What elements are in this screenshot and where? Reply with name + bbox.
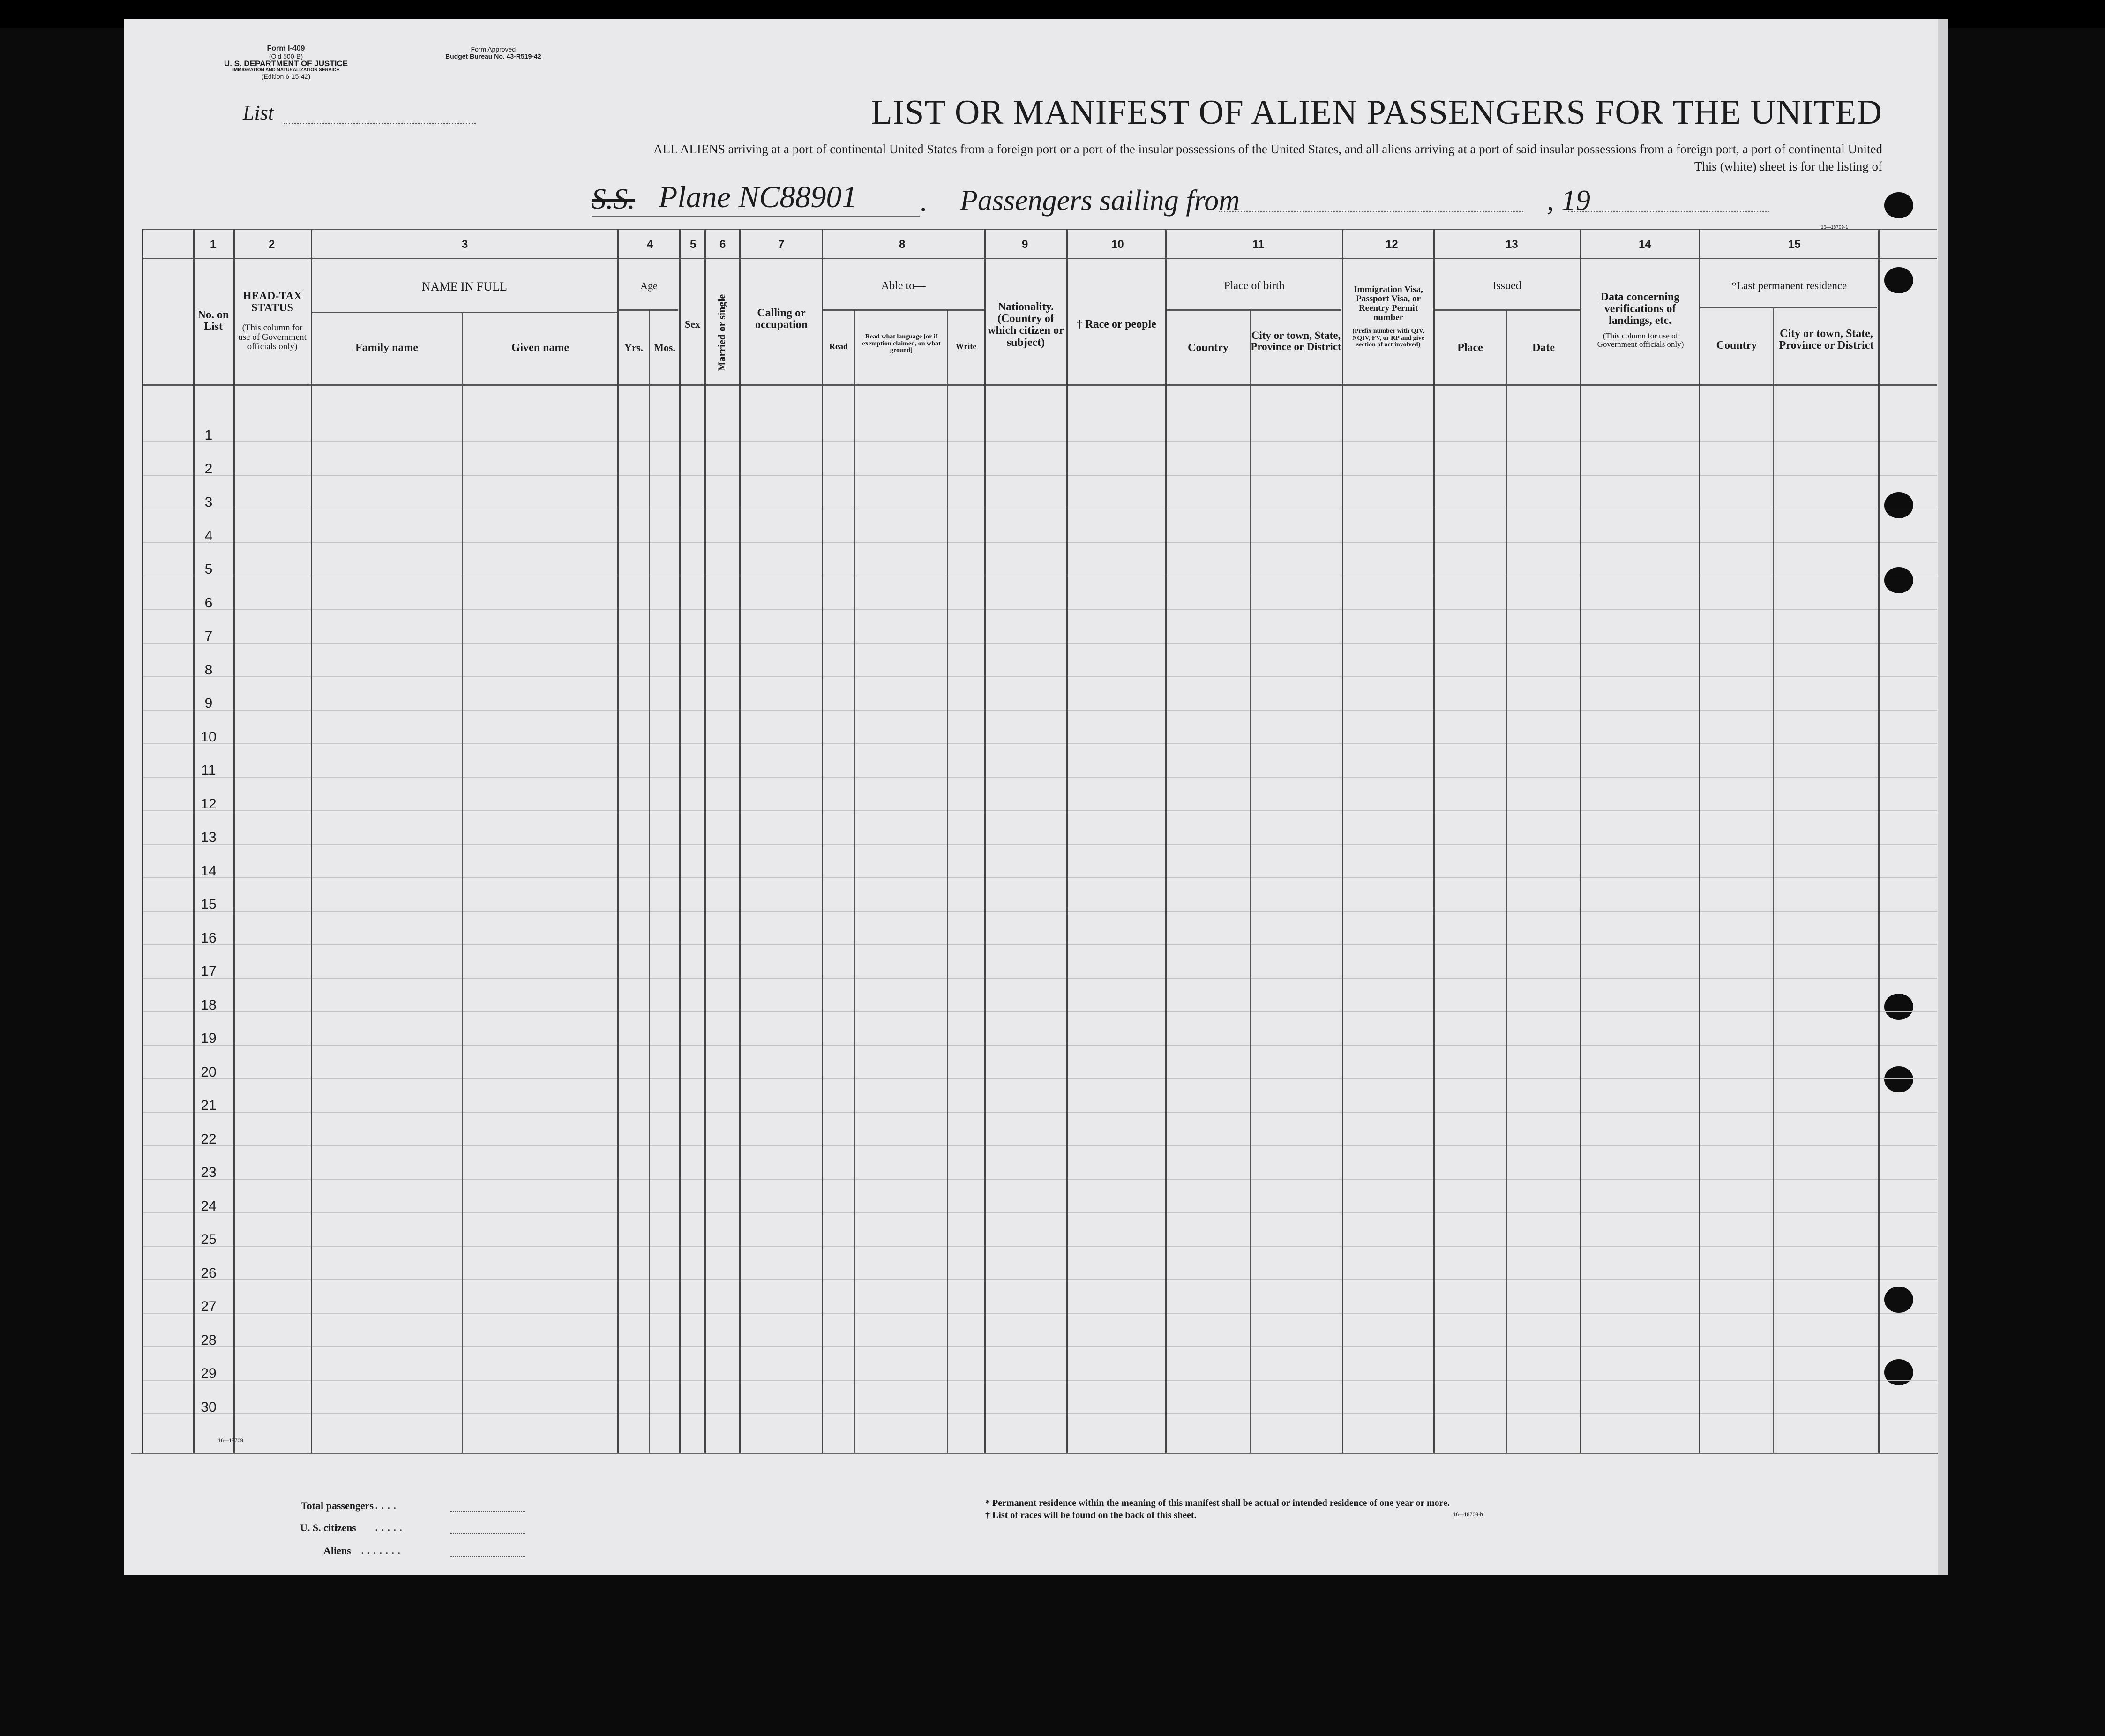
header-issued: Issued <box>1492 280 1521 292</box>
year-prefix: , 19 <box>1547 185 1590 217</box>
header-residence-country: Country <box>1716 339 1757 352</box>
row-number: 25 <box>201 1232 217 1247</box>
form-code-footnote: 16—18709-b <box>1453 1512 1483 1518</box>
row-rule <box>142 810 1937 811</box>
punch-hole <box>1884 1287 1913 1313</box>
column-divider <box>1165 229 1167 1453</box>
column-divider <box>1878 229 1880 1453</box>
punch-hole <box>1884 994 1913 1020</box>
column-divider <box>1580 229 1581 1453</box>
subheader-rule <box>312 312 617 313</box>
column-divider <box>1250 309 1251 1453</box>
approval-line: Form Approved <box>471 45 516 53</box>
row-rule <box>142 441 1937 442</box>
punch-hole <box>1884 192 1913 218</box>
column-number: 3 <box>462 238 468 251</box>
header-head-tax-note: (This column for use of Government officials only) <box>238 323 307 352</box>
column-number: 6 <box>719 238 726 251</box>
total-passengers-field[interactable] <box>450 1511 525 1512</box>
subheader-rule <box>617 309 678 311</box>
row-rule <box>142 944 1937 945</box>
vessel-line <box>592 216 920 217</box>
column-divider <box>649 309 650 1453</box>
row-rule <box>142 1346 1937 1347</box>
column-divider <box>984 229 986 1453</box>
sheet-binding-edge <box>1938 19 1948 1575</box>
subheader-rule <box>823 309 984 311</box>
table-bottom-rule <box>131 1453 1938 1454</box>
budget-bureau-number: Budget Bureau No. 43-R519-42 <box>445 52 541 60</box>
row-number: 15 <box>201 897 217 912</box>
header-head-tax-status: HEAD-TAX STATUS <box>242 290 302 314</box>
subheader-rule <box>1699 307 1877 308</box>
column-divider <box>1699 229 1700 1453</box>
header-verification-note: (This column for use of Government officials only) <box>1597 331 1684 349</box>
page-title: LIST OR MANIFEST OF ALIEN PASSENGERS FOR THE UNITED <box>871 93 1882 132</box>
row-rule <box>142 643 1937 644</box>
row-rule <box>142 743 1937 744</box>
row-rule <box>142 1145 1937 1146</box>
column-number: 7 <box>778 238 785 251</box>
department-name: U. S. DEPARTMENT OF JUSTICE <box>224 59 348 68</box>
column-number: 14 <box>1639 238 1651 251</box>
row-number: 2 <box>204 461 213 477</box>
header-issued-date: Date <box>1532 342 1555 354</box>
row-number: 20 <box>201 1064 217 1080</box>
header-married-or-single: Married or single <box>716 294 727 372</box>
table-top-rule <box>142 229 1937 230</box>
punch-hole <box>1884 1066 1913 1092</box>
row-number: 10 <box>201 729 217 745</box>
form-code-top: 16—18709-1 <box>1821 225 1848 230</box>
header-family-name: Family name <box>355 342 418 354</box>
row-number: 4 <box>204 528 213 544</box>
row-number: 17 <box>201 964 217 979</box>
row-number: 1 <box>204 427 213 443</box>
list-label: List <box>243 101 274 124</box>
header-age: Age <box>640 280 658 292</box>
row-number: 5 <box>204 561 213 577</box>
header-write: Write <box>955 342 977 351</box>
row-number: 18 <box>201 997 217 1013</box>
column-divider <box>1066 229 1068 1453</box>
row-rule <box>142 911 1937 912</box>
header-birth-city: City or town, State, Province or District <box>1251 329 1341 353</box>
header-name-in-full: NAME IN FULL <box>422 280 507 293</box>
column-divider <box>233 229 235 1453</box>
row-number: 6 <box>204 595 213 611</box>
row-rule <box>142 777 1937 778</box>
header-visa-number: Immigration Visa, Passport Visa, or Reentry Permit number <box>1354 284 1423 322</box>
header-age-years: Yrs. <box>624 342 643 353</box>
footnote-race-list: † List of races will be found on the back of this sheet. <box>985 1510 1197 1520</box>
form-code-bottom: 16—18709 <box>218 1438 243 1444</box>
title-subheading: ALL ALIENS arriving at a port of continental United States from a foreign port or a port of the insular possessions of the United States, and all aliens arriving at a port of said insular possessions from a foreign port, a port of continental United <box>653 142 1882 156</box>
row-rule <box>142 1212 1937 1213</box>
title-subheading-2: This (white) sheet is for the listing of <box>1694 159 1882 173</box>
row-number: 22 <box>201 1131 217 1147</box>
column-divider <box>1773 307 1774 1453</box>
punch-hole <box>1884 492 1913 518</box>
citizens-leader-dots: . . . . . <box>375 1520 403 1534</box>
column-number: 12 <box>1386 238 1398 251</box>
column-number: 13 <box>1506 238 1518 251</box>
column-number: 15 <box>1788 238 1801 251</box>
row-number: 23 <box>201 1165 217 1180</box>
punch-hole <box>1884 267 1913 293</box>
row-rule <box>142 1045 1937 1046</box>
header-verification-data: Data concerning verifications of landings, etc. <box>1600 291 1680 327</box>
row-number: 11 <box>201 763 216 778</box>
form-number: Form I-409 <box>267 45 305 52</box>
column-divider <box>854 309 855 1453</box>
header-age-months: Mos. <box>654 342 675 353</box>
row-number: 16 <box>201 930 217 946</box>
total-passengers-label: Total passengers <box>301 1500 374 1512</box>
column-divider <box>1342 229 1343 1453</box>
column-divider <box>739 229 741 1453</box>
total-leader-dots: . . . . <box>375 1498 397 1512</box>
column-divider <box>1433 229 1435 1453</box>
header-calling-occupation: Calling or occupation <box>755 307 808 331</box>
header-sex: Sex <box>685 318 700 330</box>
row-rule <box>142 710 1937 711</box>
handwritten-vessel-name: Plane NC88901 <box>659 180 857 214</box>
row-rule <box>142 1112 1937 1113</box>
us-citizens-field[interactable] <box>450 1533 525 1534</box>
column-number: 10 <box>1111 238 1124 251</box>
column-number: 11 <box>1252 238 1265 251</box>
row-number: 29 <box>201 1366 217 1381</box>
column-divider <box>704 229 706 1453</box>
row-number: 13 <box>201 830 217 845</box>
row-number: 24 <box>201 1198 217 1214</box>
header-bottom-rule <box>142 384 1937 386</box>
ss-label: S.S. <box>592 183 635 215</box>
column-number: 9 <box>1022 238 1028 251</box>
column-number-rule <box>142 258 1937 259</box>
header-issued-place: Place <box>1457 342 1483 354</box>
date-line <box>1568 211 1769 212</box>
row-rule <box>142 877 1937 878</box>
list-number-line <box>284 123 476 124</box>
port-of-departure-line <box>1219 211 1523 212</box>
punch-hole <box>1884 1359 1913 1385</box>
punch-hole <box>1884 567 1913 593</box>
service-name: IMMIGRATION AND NATURALIZATION SERVICE <box>232 67 339 73</box>
row-number: 9 <box>204 696 213 711</box>
row-number: 3 <box>204 494 213 510</box>
row-rule <box>142 1279 1937 1280</box>
footnote-permanent-residence: * Permanent residence within the meaning of this manifest shall be actual or intended residence of one year or more. <box>985 1498 1450 1508</box>
row-number: 28 <box>201 1332 217 1348</box>
header-visa-note: (Prefix number with QIV, NQIV, FV, or RP and give section of act involved) <box>1352 328 1424 349</box>
row-rule <box>142 542 1937 543</box>
form-old-number: (Old 500-B) <box>269 52 303 60</box>
column-divider <box>617 229 619 1453</box>
column-divider <box>947 309 948 1453</box>
header-read-language: Read what language [or if exemption claimed, on what ground] <box>862 333 941 354</box>
row-rule <box>142 609 1937 610</box>
vessel-period: . <box>920 186 927 217</box>
column-divider <box>822 229 823 1453</box>
column-number: 1 <box>210 238 217 251</box>
header-residence-city: City or town, State, Province or District <box>1779 328 1874 352</box>
column-divider <box>1506 309 1507 1453</box>
row-rule <box>142 844 1937 845</box>
column-divider <box>462 312 463 1453</box>
row-number: 27 <box>201 1299 217 1314</box>
header-read: Read <box>829 342 848 351</box>
row-number: 30 <box>201 1399 217 1415</box>
row-number: 19 <box>201 1031 217 1046</box>
header-nationality: Nationality. (Country of which citizen or subject) <box>988 301 1064 349</box>
aliens-field[interactable] <box>450 1556 525 1557</box>
aliens-leader-dots: . . . . . . . <box>361 1543 401 1556</box>
row-number: 12 <box>201 796 217 812</box>
header-birth-country: Country <box>1188 342 1229 354</box>
row-number: 7 <box>204 629 213 644</box>
row-rule <box>142 1380 1937 1381</box>
row-number: 8 <box>204 662 213 678</box>
header-given-name: Given name <box>511 342 569 354</box>
row-number: 14 <box>201 863 217 879</box>
column-number: 4 <box>647 238 653 251</box>
approval-block <box>445 46 541 60</box>
column-divider <box>679 229 681 1453</box>
row-rule <box>142 1246 1937 1247</box>
form-id-block <box>220 45 352 80</box>
column-number: 8 <box>899 238 906 251</box>
column-divider <box>142 229 143 1453</box>
form-edition: (Edition 6-15-42) <box>261 72 311 80</box>
header-last-residence: *Last permanent residence <box>1731 280 1847 292</box>
column-divider <box>311 229 312 1453</box>
header-no-on-list: No. on List <box>197 309 229 333</box>
manifest-sheet <box>124 19 1938 1575</box>
row-rule <box>142 1413 1937 1414</box>
row-number: 21 <box>201 1098 217 1113</box>
row-rule <box>142 676 1937 677</box>
header-race-or-people: † Race or people <box>1077 318 1156 330</box>
row-rule <box>142 978 1937 979</box>
row-rule <box>142 1179 1937 1180</box>
aliens-label: Aliens <box>323 1545 351 1556</box>
row-rule <box>142 1011 1937 1012</box>
us-citizens-label: U. S. citizens <box>300 1522 356 1534</box>
column-number: 5 <box>690 238 697 251</box>
row-number: 26 <box>201 1265 217 1281</box>
row-rule <box>142 1078 1937 1079</box>
row-rule <box>142 475 1937 476</box>
subheader-rule <box>1165 309 1341 311</box>
sailing-from-label: Passengers sailing from <box>960 185 1240 217</box>
column-number: 2 <box>269 238 275 251</box>
header-place-of-birth: Place of birth <box>1224 280 1285 292</box>
row-rule <box>142 1313 1937 1314</box>
header-able-to: Able to— <box>881 280 926 292</box>
